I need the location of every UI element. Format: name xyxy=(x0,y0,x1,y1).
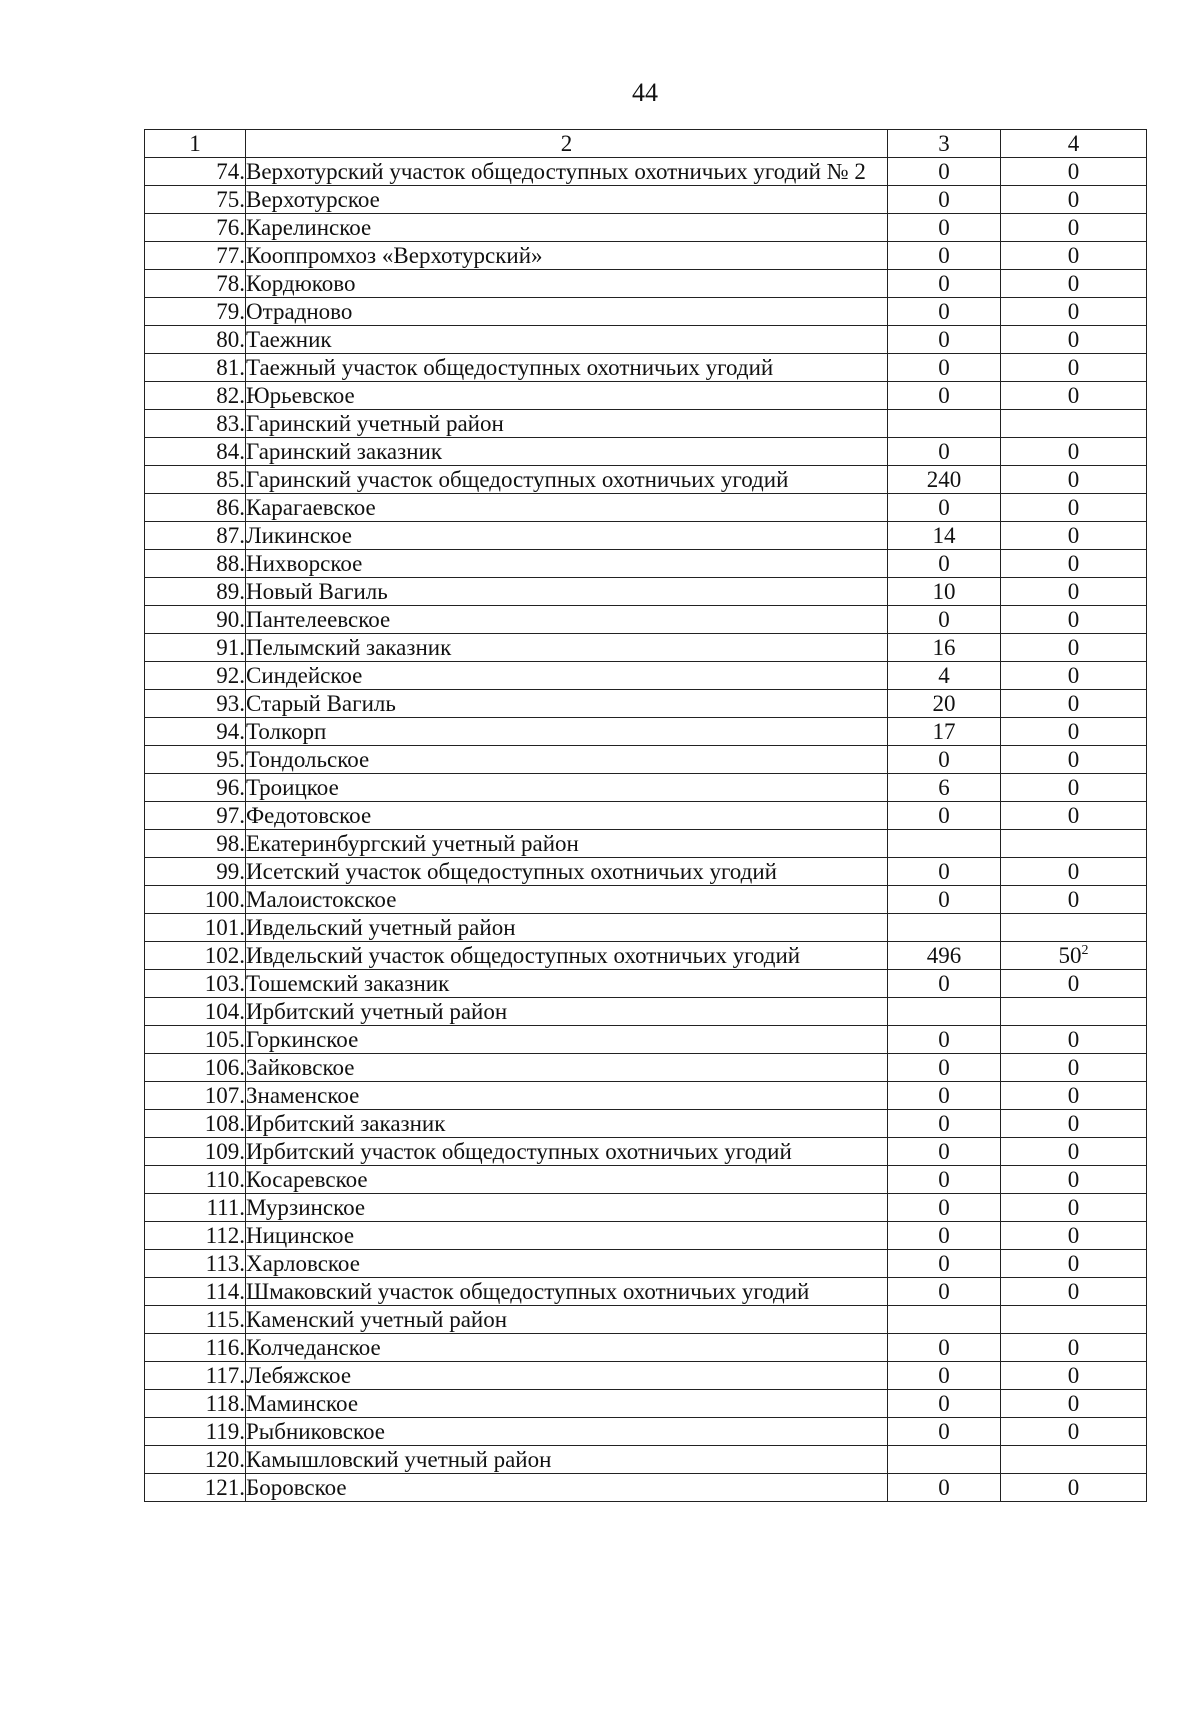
column-3-value: 0 xyxy=(888,1082,1001,1110)
column-3-value xyxy=(888,830,1001,858)
column-3-value: 0 xyxy=(888,158,1001,186)
hunting-ground-name: Лебяжское xyxy=(246,1362,888,1390)
row-number: 75. xyxy=(145,186,246,214)
column-4-value xyxy=(1001,1306,1147,1334)
row-number: 96. xyxy=(145,774,246,802)
table-row xyxy=(145,914,1147,942)
table-row xyxy=(145,1194,1147,1222)
hunting-ground-name: Верхотурский участок общедоступных охотничьих угодий № 2 xyxy=(246,158,888,186)
column-4-value: 0 xyxy=(1001,1390,1147,1418)
table-row xyxy=(145,1362,1147,1390)
column-3-value: 0 xyxy=(888,326,1001,354)
column-3-value: 20 xyxy=(888,690,1001,718)
column-3-value: 0 xyxy=(888,1166,1001,1194)
hunting-ground-name: Нихворское xyxy=(246,550,888,578)
row-number: 113. xyxy=(145,1250,246,1278)
column-4-value: 0 xyxy=(1001,326,1147,354)
hunting-ground-name: Ирбитский заказник xyxy=(246,1110,888,1138)
row-number: 119. xyxy=(145,1418,246,1446)
column-3-value: 0 xyxy=(888,1334,1001,1362)
hunting-ground-name: Зайковское xyxy=(246,1054,888,1082)
table-row xyxy=(145,1474,1147,1502)
table-row xyxy=(145,1054,1147,1082)
hunting-ground-name: Шмаковский участок общедоступных охотничьих угодий xyxy=(246,1278,888,1306)
hunting-ground-name: Екатеринбургский учетный район xyxy=(246,830,888,858)
hunting-ground-name: Старый Вагиль xyxy=(246,690,888,718)
table-row xyxy=(145,298,1147,326)
column-4-value: 0 xyxy=(1001,270,1147,298)
column-4-value xyxy=(1001,914,1147,942)
table-row xyxy=(145,494,1147,522)
row-number: 86. xyxy=(145,494,246,522)
row-number: 80. xyxy=(145,326,246,354)
column-3-value: 0 xyxy=(888,1474,1001,1502)
column-3-value: 0 xyxy=(888,1278,1001,1306)
column-3-value: 6 xyxy=(888,774,1001,802)
table-row xyxy=(145,1110,1147,1138)
table-row xyxy=(145,634,1147,662)
hunting-ground-name: Мурзинское xyxy=(246,1194,888,1222)
column-4-value: 0 xyxy=(1001,494,1147,522)
table-row xyxy=(145,270,1147,298)
row-number: 107. xyxy=(145,1082,246,1110)
column-3-value: 0 xyxy=(888,1110,1001,1138)
column-3-value: 0 xyxy=(888,382,1001,410)
hunting-ground-name: Пелымский заказник xyxy=(246,634,888,662)
row-number: 116. xyxy=(145,1334,246,1362)
column-3-value: 0 xyxy=(888,270,1001,298)
column-3-value: 0 xyxy=(888,494,1001,522)
hunting-ground-name: Отрадново xyxy=(246,298,888,326)
column-4-value: 0 xyxy=(1001,1250,1147,1278)
row-number: 94. xyxy=(145,718,246,746)
column-4-value: 0 xyxy=(1001,466,1147,494)
table-row xyxy=(145,830,1147,858)
column-header-4: 4 xyxy=(1001,130,1147,158)
column-3-value: 0 xyxy=(888,858,1001,886)
column-4-value-base: 50 xyxy=(1058,943,1082,968)
row-number: 77. xyxy=(145,242,246,270)
column-4-value: 0 xyxy=(1001,606,1147,634)
table-row xyxy=(145,718,1147,746)
table-row xyxy=(145,1082,1147,1110)
column-4-value: 0 xyxy=(1001,1138,1147,1166)
hunting-ground-name: Косаревское xyxy=(246,1166,888,1194)
hunting-ground-name: Ивдельский учетный район xyxy=(246,914,888,942)
row-number: 81. xyxy=(145,354,246,382)
column-4-value: 0 xyxy=(1001,550,1147,578)
table-row xyxy=(145,326,1147,354)
row-number: 106. xyxy=(145,1054,246,1082)
hunting-ground-name: Гаринский участок общедоступных охотничьих угодий xyxy=(246,466,888,494)
hunting-ground-name: Тошемский заказник xyxy=(246,970,888,998)
column-4-value: 0 xyxy=(1001,1054,1147,1082)
table-row xyxy=(145,886,1147,914)
hunting-ground-name: Рыбниковское xyxy=(246,1418,888,1446)
row-number: 78. xyxy=(145,270,246,298)
hunting-ground-name: Таежник xyxy=(246,326,888,354)
table-row xyxy=(145,1446,1147,1474)
hunting-ground-name: Маминское xyxy=(246,1390,888,1418)
row-number: 89. xyxy=(145,578,246,606)
column-3-value: 0 xyxy=(888,438,1001,466)
row-number: 91. xyxy=(145,634,246,662)
hunting-ground-name: Синдейское xyxy=(246,662,888,690)
column-4-value: 0 xyxy=(1001,802,1147,830)
hunting-ground-name: Камышловский учетный район xyxy=(246,1446,888,1474)
table-row xyxy=(145,1138,1147,1166)
table-row xyxy=(145,1334,1147,1362)
row-number: 101. xyxy=(145,914,246,942)
table-row xyxy=(145,970,1147,998)
column-4-value: 0 xyxy=(1001,1474,1147,1502)
column-4-value: 0 xyxy=(1001,1418,1147,1446)
column-3-value: 0 xyxy=(888,242,1001,270)
hunting-ground-name: Знаменское xyxy=(246,1082,888,1110)
column-4-value: 0 xyxy=(1001,746,1147,774)
hunting-ground-name: Верхотурское xyxy=(246,186,888,214)
column-4-value: 0 xyxy=(1001,634,1147,662)
row-number: 103. xyxy=(145,970,246,998)
page-number: 44 xyxy=(632,78,658,107)
column-4-value: 0 xyxy=(1001,354,1147,382)
column-3-value: 0 xyxy=(888,1026,1001,1054)
column-3-value xyxy=(888,1306,1001,1334)
column-3-value: 0 xyxy=(888,886,1001,914)
row-number: 87. xyxy=(145,522,246,550)
column-4-value xyxy=(1001,942,1147,970)
table-row xyxy=(145,1306,1147,1334)
table-row xyxy=(145,746,1147,774)
hunting-ground-name: Тондольское xyxy=(246,746,888,774)
hunting-ground-name: Кордюково xyxy=(246,270,888,298)
hunting-ground-name: Исетский участок общедоступных охотничьих угодий xyxy=(246,858,888,886)
table-row xyxy=(145,1222,1147,1250)
column-3-value: 0 xyxy=(888,1194,1001,1222)
hunting-ground-name: Троицкое xyxy=(246,774,888,802)
hunting-ground-name: Ирбитский учетный район xyxy=(246,998,888,1026)
table-row xyxy=(145,774,1147,802)
row-number: 104. xyxy=(145,998,246,1026)
row-number: 82. xyxy=(145,382,246,410)
table-row xyxy=(145,942,1147,970)
row-number: 74. xyxy=(145,158,246,186)
row-number: 115. xyxy=(145,1306,246,1334)
column-4-value: 0 xyxy=(1001,690,1147,718)
row-number: 88. xyxy=(145,550,246,578)
row-number: 84. xyxy=(145,438,246,466)
data-table xyxy=(144,129,1147,1502)
row-number: 108. xyxy=(145,1110,246,1138)
hunting-ground-name: Гаринский учетный район xyxy=(246,410,888,438)
row-number: 83. xyxy=(145,410,246,438)
row-number: 110. xyxy=(145,1166,246,1194)
row-number: 79. xyxy=(145,298,246,326)
column-3-value: 4 xyxy=(888,662,1001,690)
hunting-ground-name: Карагаевское xyxy=(246,494,888,522)
column-4-value: 0 xyxy=(1001,1362,1147,1390)
hunting-ground-name: Новый Вагиль xyxy=(246,578,888,606)
row-number: 112. xyxy=(145,1222,246,1250)
column-4-value: 0 xyxy=(1001,970,1147,998)
hunting-ground-name: Каменский учетный район xyxy=(246,1306,888,1334)
column-4-value: 0 xyxy=(1001,522,1147,550)
table-header-row xyxy=(145,130,1147,158)
table-row xyxy=(145,858,1147,886)
row-number: 111. xyxy=(145,1194,246,1222)
table-row xyxy=(145,410,1147,438)
table-row xyxy=(145,438,1147,466)
footnote-marker: 2 xyxy=(1081,943,1089,958)
row-number: 121. xyxy=(145,1474,246,1502)
hunting-ground-name: Ирбитский участок общедоступных охотничьих угодий xyxy=(246,1138,888,1166)
hunting-ground-name: Таежный участок общедоступных охотничьих угодий xyxy=(246,354,888,382)
column-3-value: 0 xyxy=(888,354,1001,382)
column-4-value xyxy=(1001,1446,1147,1474)
column-4-value xyxy=(1001,830,1147,858)
hunting-ground-name: Федотовское xyxy=(246,802,888,830)
table-row xyxy=(145,1278,1147,1306)
column-3-value: 0 xyxy=(888,186,1001,214)
column-3-value: 16 xyxy=(888,634,1001,662)
row-number: 100. xyxy=(145,886,246,914)
table-row xyxy=(145,354,1147,382)
table-row xyxy=(145,998,1147,1026)
hunting-ground-name: Толкорп xyxy=(246,718,888,746)
row-number: 76. xyxy=(145,214,246,242)
table-row xyxy=(145,466,1147,494)
hunting-ground-name: Малоистокское xyxy=(246,886,888,914)
table-row xyxy=(145,1390,1147,1418)
hunting-ground-name: Карелинское xyxy=(246,214,888,242)
column-4-value: 0 xyxy=(1001,718,1147,746)
table-row xyxy=(145,690,1147,718)
row-number: 95. xyxy=(145,746,246,774)
column-3-value: 0 xyxy=(888,1250,1001,1278)
column-3-value: 0 xyxy=(888,802,1001,830)
column-3-value: 0 xyxy=(888,1390,1001,1418)
row-number: 93. xyxy=(145,690,246,718)
column-4-value: 0 xyxy=(1001,1194,1147,1222)
hunting-ground-name: Юрьевское xyxy=(246,382,888,410)
column-header-1: 1 xyxy=(145,130,246,158)
column-4-value: 0 xyxy=(1001,1082,1147,1110)
column-4-value: 0 xyxy=(1001,214,1147,242)
column-3-value: 0 xyxy=(888,214,1001,242)
table-row xyxy=(145,578,1147,606)
column-4-value: 0 xyxy=(1001,298,1147,326)
table-row xyxy=(145,214,1147,242)
hunting-ground-name: Колчеданское xyxy=(246,1334,888,1362)
table-row xyxy=(145,158,1147,186)
row-number: 117. xyxy=(145,1362,246,1390)
column-4-value: 0 xyxy=(1001,242,1147,270)
hunting-ground-name: Пантелеевское xyxy=(246,606,888,634)
hunting-ground-name: Ликинское xyxy=(246,522,888,550)
column-3-value: 0 xyxy=(888,1054,1001,1082)
table-row xyxy=(145,382,1147,410)
column-4-value: 0 xyxy=(1001,186,1147,214)
column-4-value: 0 xyxy=(1001,158,1147,186)
column-3-value: 0 xyxy=(888,1362,1001,1390)
column-4-value: 0 xyxy=(1001,774,1147,802)
column-4-value: 0 xyxy=(1001,886,1147,914)
column-3-value: 0 xyxy=(888,970,1001,998)
table-row xyxy=(145,662,1147,690)
column-3-value xyxy=(888,410,1001,438)
column-3-value: 240 xyxy=(888,466,1001,494)
column-4-value: 0 xyxy=(1001,438,1147,466)
column-3-value: 0 xyxy=(888,1138,1001,1166)
column-3-value: 0 xyxy=(888,1222,1001,1250)
table-body xyxy=(145,158,1147,1502)
row-number: 98. xyxy=(145,830,246,858)
column-3-value: 0 xyxy=(888,746,1001,774)
hunting-ground-name: Харловское xyxy=(246,1250,888,1278)
row-number: 118. xyxy=(145,1390,246,1418)
table-row xyxy=(145,802,1147,830)
column-header-2: 2 xyxy=(246,130,888,158)
column-4-value: 0 xyxy=(1001,662,1147,690)
hunting-ground-name: Горкинское xyxy=(246,1026,888,1054)
column-3-value: 10 xyxy=(888,578,1001,606)
column-3-value xyxy=(888,1446,1001,1474)
column-4-value: 0 xyxy=(1001,1278,1147,1306)
table-row xyxy=(145,606,1147,634)
column-4-value: 0 xyxy=(1001,1026,1147,1054)
column-4-value xyxy=(1001,998,1147,1026)
table-row xyxy=(145,1250,1147,1278)
row-number: 109. xyxy=(145,1138,246,1166)
column-3-value: 0 xyxy=(888,1418,1001,1446)
table-row xyxy=(145,1026,1147,1054)
column-4-value: 0 xyxy=(1001,1222,1147,1250)
row-number: 114. xyxy=(145,1278,246,1306)
column-3-value xyxy=(888,914,1001,942)
column-4-value: 0 xyxy=(1001,1110,1147,1138)
row-number: 105. xyxy=(145,1026,246,1054)
hunting-ground-name: Боровское xyxy=(246,1474,888,1502)
row-number: 102. xyxy=(145,942,246,970)
column-4-value: 0 xyxy=(1001,578,1147,606)
column-3-value: 0 xyxy=(888,298,1001,326)
hunting-ground-name: Гаринский заказник xyxy=(246,438,888,466)
column-3-value: 0 xyxy=(888,606,1001,634)
row-number: 90. xyxy=(145,606,246,634)
hunting-ground-name: Кооппромхоз «Верхотурский» xyxy=(246,242,888,270)
column-3-value: 17 xyxy=(888,718,1001,746)
table-row xyxy=(145,1418,1147,1446)
column-3-value: 0 xyxy=(888,550,1001,578)
table-row xyxy=(145,242,1147,270)
row-number: 97. xyxy=(145,802,246,830)
table-row xyxy=(145,522,1147,550)
row-number: 99. xyxy=(145,858,246,886)
column-4-value xyxy=(1001,410,1147,438)
table-row xyxy=(145,186,1147,214)
column-3-value: 14 xyxy=(888,522,1001,550)
column-4-value: 0 xyxy=(1001,382,1147,410)
column-4-value: 0 xyxy=(1001,858,1147,886)
column-4-value: 0 xyxy=(1001,1334,1147,1362)
column-4-value: 0 xyxy=(1001,1166,1147,1194)
column-3-value: 496 xyxy=(888,942,1001,970)
table-row xyxy=(145,550,1147,578)
row-number: 85. xyxy=(145,466,246,494)
row-number: 92. xyxy=(145,662,246,690)
column-3-value xyxy=(888,998,1001,1026)
hunting-ground-name: Ивдельский участок общедоступных охотничьих угодий xyxy=(246,942,888,970)
column-header-3: 3 xyxy=(888,130,1001,158)
hunting-ground-name: Ницинское xyxy=(246,1222,888,1250)
row-number: 120. xyxy=(145,1446,246,1474)
table-row xyxy=(145,1166,1147,1194)
